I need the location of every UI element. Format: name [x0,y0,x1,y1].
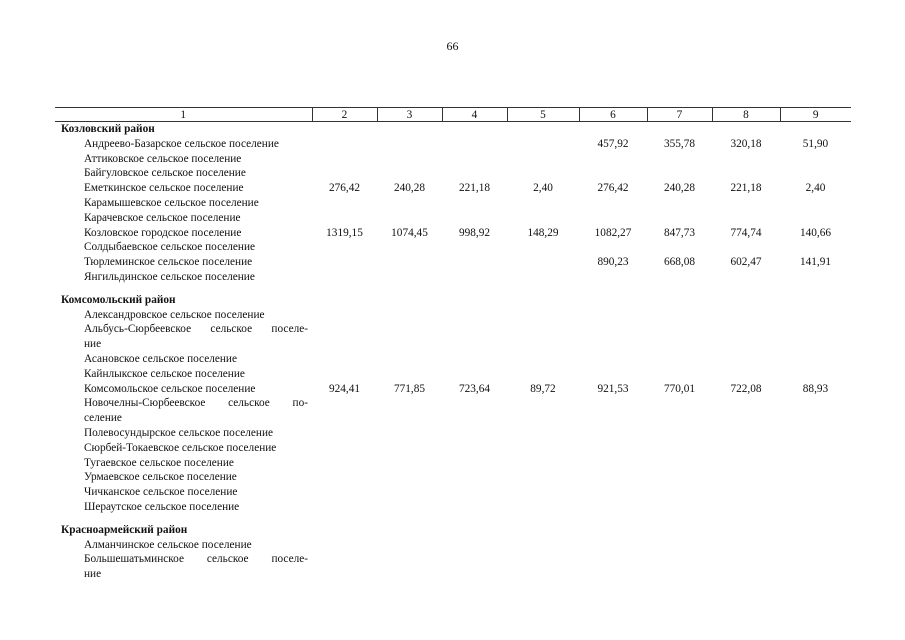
value-cell [377,441,442,456]
table-row [55,211,851,226]
value-cell: 998,92 [458,226,491,239]
value-cell [377,211,442,226]
value-cell [377,552,442,582]
value-cell [377,538,442,553]
page-number: 66 [446,39,459,53]
settlement-name-line: Кайнлыкское сельское поселение [84,367,245,380]
value-cell [507,456,579,471]
value-cell [312,470,377,485]
value-cell [312,166,377,181]
value-cell [712,485,780,500]
settlement-name-line: Янгильдинское сельское поселение [84,270,255,283]
settlement-name-line: Аттиковское сельское поселение [84,152,242,165]
value-cell: 847,73 [663,226,696,239]
value-cell [312,500,377,515]
value-cell [507,137,579,152]
table-row [55,270,851,285]
settlement-name-line: Козловское городское поселение [84,226,242,239]
table-row [55,255,851,270]
settlement-name [55,538,312,553]
value-cell [579,352,647,367]
settlement-name-line: Карамышевское сельское поселение [84,196,259,209]
value-cell [442,456,507,471]
value-cell [712,211,780,226]
settlement-name-line: Урмаевское сельское поселение [84,471,237,484]
value-cell: 924,41 [328,382,361,395]
value-cell: 1074,45 [391,226,428,239]
value-cell: 602,47 [730,256,762,269]
value-cell [377,352,442,367]
value-cell [312,367,377,382]
value-cell [442,240,507,255]
value-cell: 276,42 [597,182,629,195]
value-cell [647,485,712,500]
value-cell [507,367,579,382]
column-header: 6 [579,108,647,122]
value-cell [647,152,712,167]
value-cell [647,500,712,515]
table-row [55,322,851,352]
value-cell [579,240,647,255]
value-cell [579,196,647,211]
value-cell: 2,40 [533,182,553,195]
value-cell [647,426,712,441]
value-cell [377,426,442,441]
value-cell [377,240,442,255]
district-row [55,523,851,538]
spacer-row [55,285,851,293]
value-cell: 240,28 [663,182,696,195]
value-cell [507,352,579,367]
settlement-name [55,137,312,152]
value-cell [647,456,712,471]
settlement-name-line: Чичканское сельское поселение [84,486,238,499]
settlement-name [55,552,312,582]
value-cell: 88,93 [802,382,829,395]
value-cell [579,426,647,441]
table-row [55,426,851,441]
value-cell [507,441,579,456]
value-cell [780,470,851,485]
value-cell [377,470,442,485]
table-body [55,122,851,582]
value-cell [647,538,712,553]
value-cell [312,485,377,500]
value-cell [377,485,442,500]
value-cell [780,352,851,367]
settlement-name [55,211,312,226]
value-cell [712,552,780,582]
district-row [55,293,851,308]
value-cell [712,308,780,323]
value-cell [312,426,377,441]
value-cell [507,426,579,441]
value-cell [507,538,579,553]
value-cell: 774,74 [730,226,762,239]
value-cell [780,426,851,441]
table-row [55,137,851,152]
value-cell [780,211,851,226]
value-cell [442,500,507,515]
value-cell [442,166,507,181]
settlement-name-line: Солдыбаевское сельское поселение [84,241,256,254]
value-cell [579,211,647,226]
value-cell [712,196,780,211]
value-cell [712,500,780,515]
settlement-name [55,426,312,441]
settlement-name-line: ние [84,338,102,351]
value-cell [507,500,579,515]
value-cell [579,485,647,500]
value-cell [377,196,442,211]
settlement-name-line: Андреево-Базарское сельское поселение [84,137,279,150]
value-cell [712,441,780,456]
table-row [55,538,851,553]
spacer-row [55,515,851,523]
value-cell [647,352,712,367]
value-cell [312,211,377,226]
value-cell: 221,18 [730,182,762,195]
value-cell [647,396,712,426]
value-cell [579,367,647,382]
value-cell [442,270,507,285]
spacer-cell [55,515,851,523]
district-name: Козловский район [61,123,155,135]
value-cell [507,322,579,352]
table-row [55,240,851,255]
value-cell [507,240,579,255]
table-row [55,500,851,515]
value-cell [442,538,507,553]
value-cell [312,152,377,167]
value-cell: 276,42 [328,182,361,195]
value-cell [377,367,442,382]
value-cell [312,196,377,211]
value-cell [377,152,442,167]
value-cell: 890,23 [597,256,629,269]
value-cell [312,270,377,285]
value-cell [312,322,377,352]
settlement-name [55,181,312,196]
column-header: 3 [377,108,442,122]
table-row [55,367,851,382]
table-row [55,552,851,582]
settlement-name-line: Полевосундырское сельское поселение [84,426,274,439]
value-cell [712,352,780,367]
settlement-name-line: Асановское сельское поселение [84,352,237,365]
value-cell [579,538,647,553]
value-cell [579,166,647,181]
value-cell [780,485,851,500]
value-cell: 355,78 [663,137,696,150]
settlement-name-line: Сюрбей-Токаевское сельское поселение [84,441,277,454]
column-header: 5 [507,108,579,122]
value-cell [442,552,507,582]
value-cell [442,396,507,426]
value-cell [312,456,377,471]
value-cell: 141,91 [799,256,832,269]
value-cell [647,552,712,582]
value-cell [780,552,851,582]
value-cell: 148,29 [527,226,559,239]
value-cell [647,441,712,456]
value-cell [377,255,442,270]
settlement-name-line: Шераутское сельское поселение [84,500,240,513]
table-row [55,352,851,367]
table-row [55,396,851,426]
value-cell: 320,18 [730,137,762,150]
value-cell [579,456,647,471]
value-cell: 89,72 [530,382,556,395]
settlement-name [55,308,312,323]
value-cell: 668,08 [663,256,696,269]
table-row [55,166,851,181]
settlement-name-line: Байгуловское сельское поселение [84,167,246,180]
value-cell [312,255,377,270]
value-cell: 240,28 [393,182,426,195]
column-header: 1 [55,108,312,122]
value-cell [312,538,377,553]
value-cell [442,426,507,441]
value-cell [780,166,851,181]
settlement-name-line: Комсомольское сельское поселение [84,382,256,395]
value-cell [507,552,579,582]
value-cell [579,500,647,515]
value-cell [647,196,712,211]
value-cell [312,308,377,323]
settlement-name [55,456,312,471]
spacer-cell [55,285,851,293]
table-row [55,308,851,323]
value-cell [712,470,780,485]
settlement-name-line: Алманчинское сельское поселение [84,538,252,551]
value-cell: 221,18 [458,182,491,195]
value-cell [442,137,507,152]
value-cell [780,308,851,323]
value-cell [442,322,507,352]
value-cell [780,456,851,471]
table-row [55,196,851,211]
settlement-name [55,166,312,181]
value-cell: 140,66 [799,226,832,239]
value-cell [579,470,647,485]
settlement-name [55,352,312,367]
value-cell [507,196,579,211]
value-cell [442,367,507,382]
value-cell [442,485,507,500]
value-cell [377,270,442,285]
value-cell [712,396,780,426]
value-cell [780,396,851,426]
settlement-name [55,196,312,211]
value-cell [312,441,377,456]
settlement-name-line: Карачевское сельское поселение [84,211,241,224]
value-cell [442,308,507,323]
value-cell [507,270,579,285]
table-row [55,181,851,196]
value-cell [780,367,851,382]
value-cell: 457,92 [597,137,629,150]
settlement-name [55,485,312,500]
value-cell [377,456,442,471]
value-cell [780,538,851,553]
value-cell [647,166,712,181]
value-cell: 770,01 [663,382,696,395]
value-cell [712,456,780,471]
settlement-name [55,322,312,352]
value-cell [780,322,851,352]
settlement-name-line: Новочелны-Сюрбеевское сельское по- [84,397,308,410]
value-cell [377,137,442,152]
value-cell [712,322,780,352]
value-cell [712,152,780,167]
value-cell [780,441,851,456]
value-cell [579,152,647,167]
value-cell [579,308,647,323]
table-row [55,441,851,456]
column-header: 4 [442,108,507,122]
value-cell [442,211,507,226]
value-cell [377,500,442,515]
value-cell [442,196,507,211]
value-cell [712,240,780,255]
settlement-name [55,382,312,397]
value-cell [780,196,851,211]
district-name: Комсомольский район [61,293,176,306]
value-cell [780,270,851,285]
value-cell [507,396,579,426]
value-cell [507,485,579,500]
settlement-name-line: Большешатьминское сельское поселе- [84,553,308,566]
value-cell [712,270,780,285]
district-name: Красноармейский район [61,523,188,536]
value-cell [647,211,712,226]
settlement-name [55,226,312,241]
value-cell [579,270,647,285]
value-cell [442,441,507,456]
value-cell [579,322,647,352]
value-cell [507,255,579,270]
value-cell: 722,08 [730,382,762,395]
settlement-name-line: Еметкинское сельское поселение [84,182,244,195]
value-cell [579,441,647,456]
value-cell: 2,40 [805,182,826,195]
value-cell [507,308,579,323]
table-header-row [55,108,851,122]
value-cell [647,470,712,485]
value-cell [780,500,851,515]
value-cell [647,308,712,323]
value-cell [507,211,579,226]
value-cell [647,240,712,255]
settlement-name [55,255,312,270]
value-cell [507,166,579,181]
settlement-name [55,470,312,485]
column-header: 7 [647,108,712,122]
settlement-name [55,240,312,255]
settlement-name-line: Александровское сельское поселение [84,308,265,321]
settlement-name-line: Альбусь-Сюрбеевское сельское поселе- [84,323,308,336]
value-cell [780,152,851,167]
column-header: 8 [712,108,780,122]
table-row [55,485,851,500]
value-cell [647,367,712,382]
settlement-name-line: ние [84,568,102,581]
settlement-name [55,441,312,456]
value-cell [712,426,780,441]
settlement-name-line: Тюрлеминское сельское поселение [84,256,253,269]
value-cell [312,396,377,426]
value-cell [377,308,442,323]
value-cell [377,396,442,426]
value-cell [312,352,377,367]
district-row [55,122,851,137]
value-cell [507,152,579,167]
value-cell [712,166,780,181]
value-cell [377,322,442,352]
value-cell [312,552,377,582]
value-cell [712,538,780,553]
value-cell [647,322,712,352]
value-cell: 771,85 [393,382,426,395]
value-cell [712,367,780,382]
data-table [55,107,851,582]
table-row [55,470,851,485]
value-cell: 921,53 [597,382,629,395]
settlement-name [55,152,312,167]
value-cell [442,152,507,167]
value-cell [312,137,377,152]
value-cell [579,552,647,582]
column-header: 2 [312,108,377,122]
value-cell [579,396,647,426]
value-cell [507,470,579,485]
column-header: 9 [780,108,851,122]
settlement-name [55,270,312,285]
settlement-name [55,396,312,426]
table-row [55,152,851,167]
settlement-name-line: селение [84,412,122,425]
value-cell [442,352,507,367]
value-cell [312,240,377,255]
settlement-name [55,367,312,382]
value-cell: 1319,15 [326,226,363,239]
value-cell: 51,90 [802,137,829,150]
settlement-name-line: Тугаевское сельское поселение [84,456,234,469]
value-cell [442,470,507,485]
value-cell: 1082,27 [594,226,632,239]
value-cell: 723,64 [458,382,491,395]
value-cell [442,255,507,270]
table-row [55,226,851,241]
settlement-name [55,500,312,515]
value-cell [377,166,442,181]
table-row [55,456,851,471]
value-cell [647,270,712,285]
table-row [55,382,851,397]
value-cell [780,240,851,255]
